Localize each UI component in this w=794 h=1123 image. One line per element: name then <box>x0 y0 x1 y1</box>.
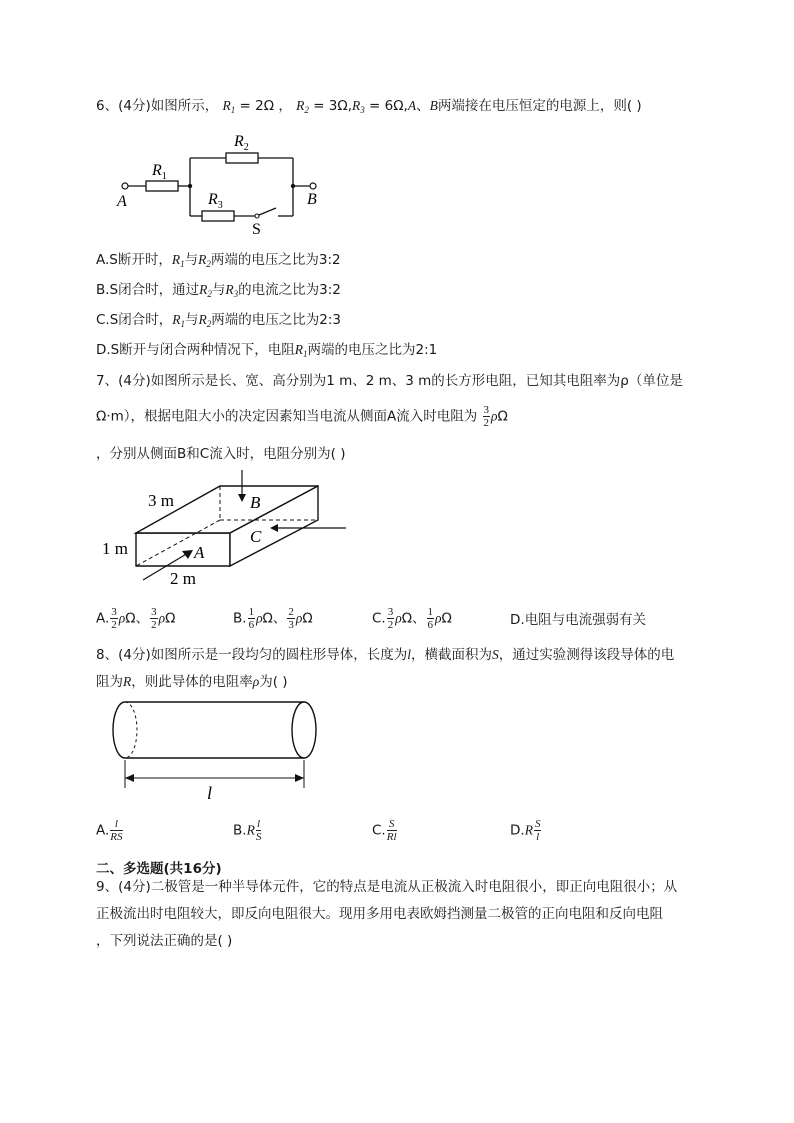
label-r2: $R_2$ <box>234 133 249 153</box>
label-2m: 2 m <box>170 569 196 588</box>
label-1m: 1 m <box>102 539 128 558</box>
label-box-c: C <box>250 527 262 546</box>
q7-line3: ，分别从侧面B和C流入时，电阻分别为( ) <box>96 446 346 462</box>
label-3m: 3 m <box>148 491 174 510</box>
section-heading-multi-choice: 二、多选题(共16分) <box>96 861 222 877</box>
q9-line1: 9、(4分)二极管是一种半导体元件，它的特点是电流从正极流入时电阻很小，即正向电阻很小；从 <box>96 879 678 895</box>
q6-option-d[interactable]: D.S断开与闭合两种情况下，电阻$R_1$两端的电压之比为2:1 <box>96 342 438 359</box>
q7-option-c[interactable]: C. $\frac{3}{2}$ ρΩ、 $\frac{1}{6}$ ρΩ <box>372 606 452 631</box>
q7-line2: Ω·m），根据电阻大小的决定因素知当电流从侧面A流入时电阻为 $\frac{3}{2}$ ρΩ <box>96 404 508 429</box>
q7-option-a[interactable]: A. $\frac{3}{2}$ ρΩ、 $\frac{3}{2}$ ρΩ <box>96 606 176 631</box>
q7-option-d[interactable]: D.电阻与电流强弱有关 <box>510 612 647 628</box>
q6-option-a[interactable]: A.S断开时，$R_1$与$R_2$两端的电压之比为3:2 <box>96 252 341 269</box>
label-box-b: B <box>250 493 261 512</box>
q8-line1: 8、(4分)如图所示是一段均匀的圆柱形导体，长度为l，横截面积为S，通过实验测得该段导体的电 <box>96 647 675 663</box>
q8-option-d[interactable]: D.R $\frac{S}{l}$ <box>510 818 541 843</box>
q6-option-b[interactable]: B.S闭合时，通过$R_2$与$R_3$的电流之比为3:2 <box>96 282 341 299</box>
q9-line2: 正极流出时电阻较大，即反向电阻很大。现用多用电表欧姆挡测量二极管的正向电阻和反向电阻 <box>96 906 663 922</box>
q8-cylinder-figure <box>110 698 325 808</box>
label-box-a: A <box>194 543 205 562</box>
q6-option-c[interactable]: C.S闭合时，$R_1$与$R_2$两端的电压之比为2:3 <box>96 312 342 329</box>
q7-resistance-fraction: $\frac{3}{2}$ <box>483 404 490 429</box>
label-r1: $R_1$ <box>152 162 167 182</box>
q6-stem-prefix: 6、(4分)如图所示， <box>96 98 219 114</box>
label-b: B <box>307 191 317 208</box>
q8-option-a[interactable]: A. $\frac{l}{RS}$ <box>96 818 123 843</box>
label-r3: $R_3$ <box>208 191 223 211</box>
q8-option-c[interactable]: C. $\frac{S}{Rl}$ <box>372 818 397 843</box>
q8-option-b[interactable]: B.R $\frac{l}{S}$ <box>233 818 262 843</box>
q7-line1: 7、(4分)如图所示是长、宽、高分别为1 m、2 m、3 m的长方形电阻，已知其电阻率为ρ（单位是 <box>96 373 683 389</box>
q8-line2: 阻为R，则此导体的电阻率ρ为( ) <box>96 674 288 690</box>
q6-stem: 6、(4分)如图所示， $R_1 = 2\Omega$ ， $R_2 = 3\Omega,R_3 = 6\Omega,A$、B两端接在电压恒定的电源上，则( ) <box>96 98 642 115</box>
q7-option-b[interactable]: B. $\frac{1}{6}$ ρΩ、 $\frac{2}{3}$ ρΩ <box>233 606 313 631</box>
label-length-l: l <box>207 783 213 803</box>
q7-box-figure <box>98 468 358 593</box>
q6-circuit-figure <box>110 128 330 238</box>
label-s: S <box>252 221 261 238</box>
q6-stem-suffix: 两端接在电压恒定的电源上，则( ) <box>437 98 642 114</box>
label-a: A <box>117 193 127 210</box>
q7-line2-text: Ω·m），根据电阻大小的决定因素知当电流从侧面A流入时电阻为 <box>96 408 478 425</box>
q9-line3: ，下列说法正确的是( ) <box>96 933 233 949</box>
